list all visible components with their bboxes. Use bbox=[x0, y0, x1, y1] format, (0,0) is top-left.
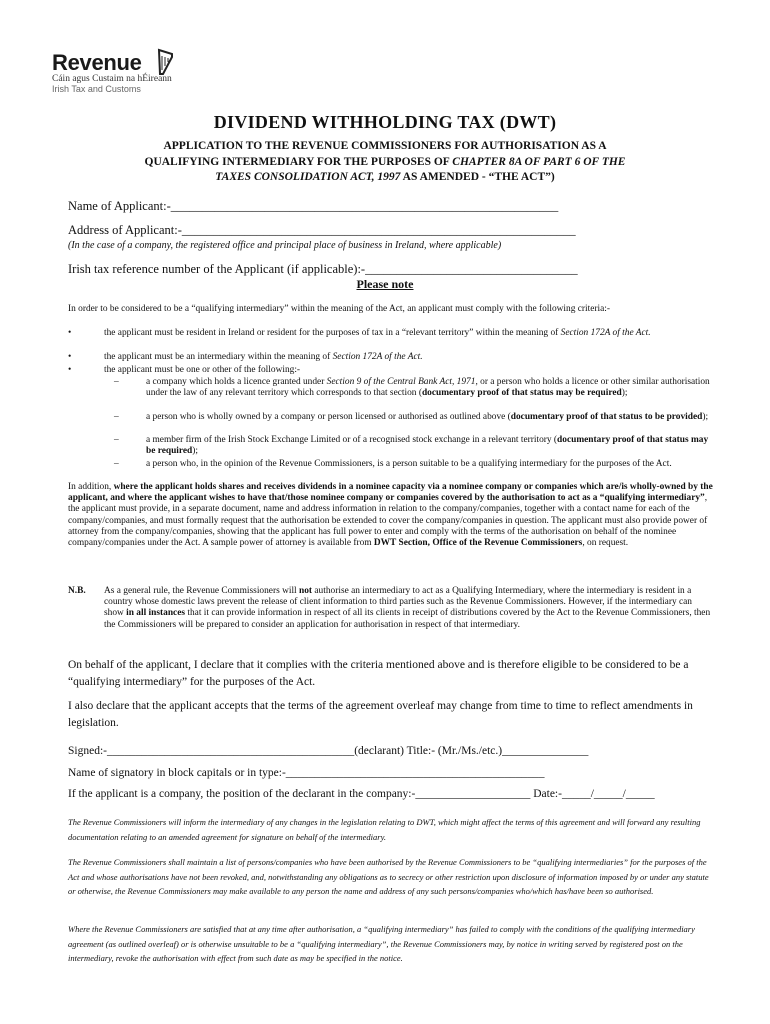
sub-criterion-text: a company which holds a licence granted under bbox=[146, 377, 327, 387]
dash-icon: – bbox=[114, 435, 119, 445]
tax-reference-field[interactable]: Irish tax reference number of the Applicant (if applicable):-__________________________________ bbox=[68, 262, 578, 276]
paragraph-text: , on request. bbox=[582, 538, 629, 549]
subtitle-line-2b: CHAPTER 8A OF PART 6 OF THE bbox=[452, 155, 626, 168]
logo-irish-name: Cáin agus Custaim na hÉireann bbox=[52, 74, 172, 84]
subtitle-line-3a: TAXES CONSOLIDATION ACT, 1997 bbox=[215, 171, 401, 183]
logo-wordmark: Revenue bbox=[52, 50, 142, 75]
bullet-text: the applicant must be an intermediary within the meaning of bbox=[104, 352, 333, 362]
logo-english-name: Irish Tax and Customs bbox=[52, 84, 141, 94]
document-subtitle bbox=[80, 139, 690, 186]
criteria-bullet bbox=[68, 352, 714, 363]
please-note-heading: Please note bbox=[356, 277, 414, 291]
dwt-section-reference: DWT Section, Office of the Revenue Commissioners bbox=[373, 538, 583, 549]
footer-authorised-list: The Revenue Commissioners shall maintain a list of persons/companies who have been authorised by the Revenue Commissioners to be “qualifying intermediaries” for the purposes of the Act and whose authorisations have not been revoked, and, notwithstanding any obligations as to secrecy or other restriction upon disclosure of information imposed by or under any statute or otherwise, the Revenue Commissioners may make available to any person the name and address of any such persons/companies who/which has/have been so authorised. bbox=[68, 857, 709, 896]
nb-emphasis: not bbox=[299, 586, 313, 596]
sub-criterion-text: a person who is wholly owned by a company or person licensed or authorised as outlined above ( bbox=[146, 412, 511, 422]
sub-criterion bbox=[114, 459, 714, 470]
footer-legislation-changes: The Revenue Commissioners will inform the intermediary of any changes in the legislation relating to DWT, which might affect the terms of this agreement and will forward any resulting documentation relating to an amended agreement for signature on behalf of the intermediary. bbox=[68, 817, 701, 842]
applicant-address-field[interactable]: Address of Applicant:-_______________________________________________________________ bbox=[68, 223, 576, 237]
dash-icon: – bbox=[114, 412, 119, 422]
document-title: DIVIDEND WITHHOLDING TAX (DWT) bbox=[213, 112, 557, 132]
subtitle-line-3b: AS AMENDED - “THE ACT”) bbox=[402, 171, 555, 183]
signatory-name-field[interactable]: Name of signatory in block capitals or in type:-_____________________________________________ bbox=[68, 767, 545, 779]
paragraph-text: In addition, bbox=[68, 482, 114, 492]
sub-criterion bbox=[114, 412, 714, 423]
bullet-reference: Section 172A of the Act. bbox=[332, 352, 423, 362]
subtitle-line-1: APPLICATION TO THE REVENUE COMMISSIONERS FOR AUTHORISATION AS A bbox=[163, 140, 607, 152]
bullet-reference: Section 172A of the Act. bbox=[560, 328, 651, 338]
criteria-bullet bbox=[68, 365, 714, 376]
sub-criterion-text: ); bbox=[702, 412, 709, 422]
declaration-eligibility: On behalf of the applicant, I declare that it complies with the criteria mentioned above and is therefore eligible to be considered to be a “qualifying intermediary” for the purposes of the Act. bbox=[68, 659, 689, 688]
address-note: (In the case of a company, the registered office and principal place of business in Ireland, where applicable) bbox=[68, 240, 502, 251]
sub-criterion-text: ); bbox=[621, 388, 628, 399]
bullet-icon: • bbox=[68, 352, 72, 362]
paragraph-bold-text: where the applicant holds shares and receives dividends in a nominee capacity via a nominee company or companies which are/is wholly-owned by the applicant, and where the applicant wishes to have that/those nominee company or companies covered by the authorisation to act as a “qualifying intermediary” bbox=[68, 482, 713, 504]
nb-text: As a general rule, the Revenue Commissioners will bbox=[104, 586, 300, 596]
footer-revocation: Where the Revenue Commissioners are satisfied that at any time after authorisation, a “qualifying intermediary” has failed to comply with the conditions of the qualifying intermediary agreement (as outlined overleaf) or is otherwise unsuitable to be a “qualifying intermediary”, the Revenue Commissioners may, by notice in writing served by registered post on the intermediary, revoke the authorisation with effect from such date as may be specified in the notice. bbox=[68, 924, 695, 963]
criteria-bullet bbox=[68, 328, 714, 339]
sub-criterion-text: ); bbox=[192, 446, 199, 457]
nb-paragraph bbox=[68, 586, 714, 631]
sub-criterion-text: a member firm of the Irish Stock Exchange Limited or of a recognised stock exchange in a relevant territory ( bbox=[146, 435, 558, 445]
sub-criterion bbox=[114, 377, 714, 399]
sub-criterion-proof: documentary proof of that status may be required bbox=[421, 388, 622, 399]
sub-criterion bbox=[114, 435, 714, 457]
sub-criterion-proof: documentary proof of that status may be required bbox=[146, 435, 709, 457]
nb-text: that it can provide information in respect of all its clients in receipt of distributions covered by the Act to the Revenue Commissioners, then the Commissioners will be prepared to consider an application for authorisation in respect of that intermediary. bbox=[104, 608, 711, 630]
nb-label: N.B. bbox=[68, 586, 86, 596]
declarant-position-date-field[interactable]: If the applicant is a company, the position of the declarant in the company:-____________________ Date:-_____/_____/_____ bbox=[68, 788, 655, 800]
bullet-text: the applicant must be one or other of the following:- bbox=[104, 365, 301, 375]
applicant-name-field[interactable]: Name of Applicant:-______________________________________________________________ bbox=[68, 199, 559, 213]
revenue-logo bbox=[52, 50, 172, 94]
nb-emphasis: in all instances bbox=[126, 608, 186, 619]
paragraph-text: , the applicant must provide, in a separate document, name and address information in relation to the company/companies, together with a contact name for each of the company/companies, and must formally request that the authorisation be extended to cover the company/companies in question. The applicant must also provide power of attorney from the company/companies, showing that the applicant has full power to enter and comply with the terms of the authorisation on behalf of the nominee company/companies under the Act. A sample power of attorney is available from bbox=[68, 493, 708, 549]
sub-criterion-text: a person who, in the opinion of the Revenue Commissioners, is a person suitable to be a qualifying intermediary for the purposes of the Act. bbox=[146, 459, 672, 469]
declaration-terms: I also declare that the applicant accepts that the terms of the agreement overleaf may change from time to time to reflect amendments in legislation. bbox=[68, 700, 693, 729]
sub-criterion-reference: Section 9 of the Central Bank Act, 1971 bbox=[326, 377, 476, 387]
bullet-icon: • bbox=[68, 365, 72, 375]
dash-icon: – bbox=[114, 377, 119, 387]
sub-criterion-proof: documentary proof of that status to be provided bbox=[510, 412, 703, 422]
signature-field[interactable]: Signed:-___________________________________________(declarant) Title:- (Mr./Ms./etc.)_______________ bbox=[68, 745, 589, 757]
bullet-icon: • bbox=[68, 328, 72, 338]
nominee-paragraph bbox=[68, 482, 714, 549]
bullet-text: the applicant must be resident in Ireland or resident for the purposes of tax in a “relevant territory” within the meaning of bbox=[104, 328, 561, 338]
harp-icon bbox=[156, 48, 176, 78]
criteria-intro: In order to be considered to be a “qualifying intermediary” within the meaning of the Act, an applicant must comply with the following criteria:- bbox=[68, 304, 611, 314]
subtitle-line-2a: QUALIFYING INTERMEDIARY FOR THE PURPOSES OF bbox=[144, 155, 453, 168]
dash-icon: – bbox=[114, 459, 119, 469]
sub-criterion-text: , or a person who holds a licence or other similar authorisation under the law of any relevant territory which corresponds to that section ( bbox=[146, 377, 710, 399]
nb-text: authorise an intermediary to act as a Qualifying Intermediary, where the intermediary is resident in a country whose domestic laws prevent the release of client information to third parties such as the Revenue Commissioners. However, if the intermediary can show bbox=[104, 586, 692, 619]
